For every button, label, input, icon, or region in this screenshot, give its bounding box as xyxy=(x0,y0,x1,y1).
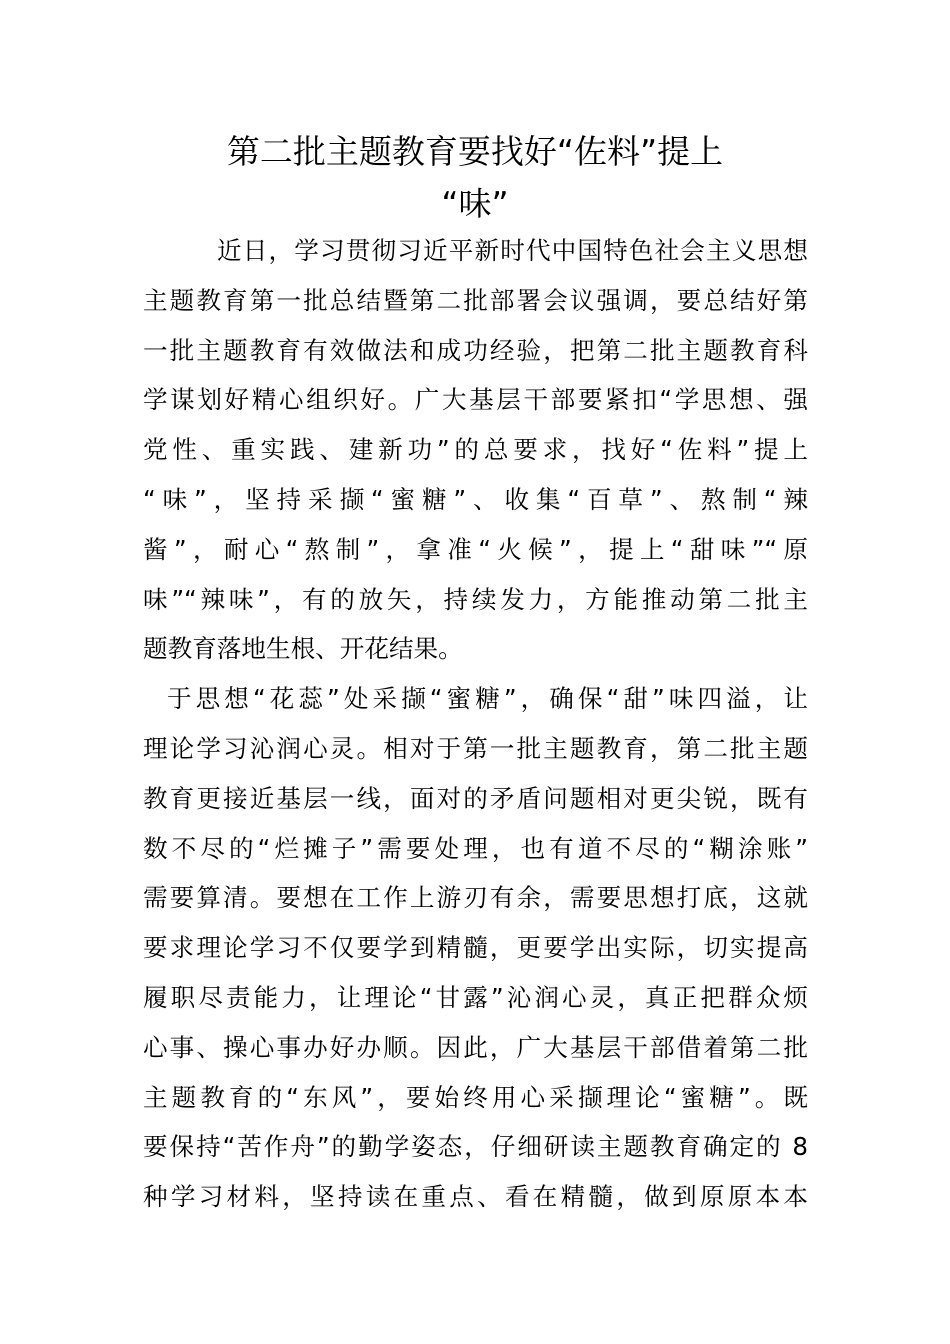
title-line-2: “味” xyxy=(441,184,509,223)
text-line: 题教育落地生根、开花结果。 xyxy=(143,634,463,664)
text-line: “味”，坚持采撷“蜜糖”、收集“百草”、熬制“辣 xyxy=(143,484,808,514)
text-line: 要保持“苦作舟”的勤学姿态，仔细研读主题教育确定的 8 xyxy=(143,1132,808,1162)
text-line: 学谋划好精心组织好。广大基层干部要紧扣“学思想、强 xyxy=(143,385,808,415)
text-line: 种学习材料，坚持读在重点、看在精髓，做到原原本本 xyxy=(143,1182,808,1212)
document-title xyxy=(120,126,830,230)
text-line: 心事、操心事办好办顺。因此，广大基层干部借着第二批 xyxy=(143,1032,808,1062)
text-line: 理论学习沁润心灵。相对于第一批主题教育，第二批主题 xyxy=(143,733,808,763)
text-line: 主题教育的“东风”，要始终用心采撷理论“蜜糖”。既 xyxy=(143,1082,808,1112)
text-line: 酱”，耐心“熬制”，拿准“火候”，提上“甜味”“原 xyxy=(143,534,808,564)
paragraph-1 xyxy=(143,226,808,674)
text-line: 需要算清。要想在工作上游刃有余，需要思想打底，这就 xyxy=(143,883,808,913)
text-line: 教育更接近基层一线，面对的矛盾问题相对更尖锐，既有 xyxy=(143,783,808,813)
text-line: 主题教育第一批总结暨第二批部署会议强调，要总结好第 xyxy=(143,285,808,315)
text-line: 要求理论学习不仅要学到精髓，更要学出实际，切实提高 xyxy=(143,933,808,963)
text-line: 近日，学习贯彻习近平新时代中国特色社会主义思想 xyxy=(217,236,808,265)
text-line: 履职尽责能力，让理论“甘露”沁润心灵，真正把群众烦 xyxy=(143,982,808,1012)
text-line: 数不尽的“烂摊子”需要处理，也有道不尽的“糊涂账” xyxy=(143,833,808,863)
paragraph-2 xyxy=(143,674,808,1222)
title-line-1: 第二批主题教育要找好“佐料”提上 xyxy=(226,132,724,171)
text-line: 党性、重实践、建新功”的总要求，找好“佐料”提上 xyxy=(143,435,808,465)
document-body xyxy=(143,226,808,1222)
text-line: 于思想“花蕊”处采撷“蜜糖”，确保“甜”味四溢，让 xyxy=(167,684,808,714)
text-line: 一批主题教育有效做法和成功经验，把第二批主题教育科 xyxy=(143,335,808,365)
text-line: 味”“辣味”，有的放矢，持续发力，方能推动第二批主 xyxy=(143,584,808,614)
